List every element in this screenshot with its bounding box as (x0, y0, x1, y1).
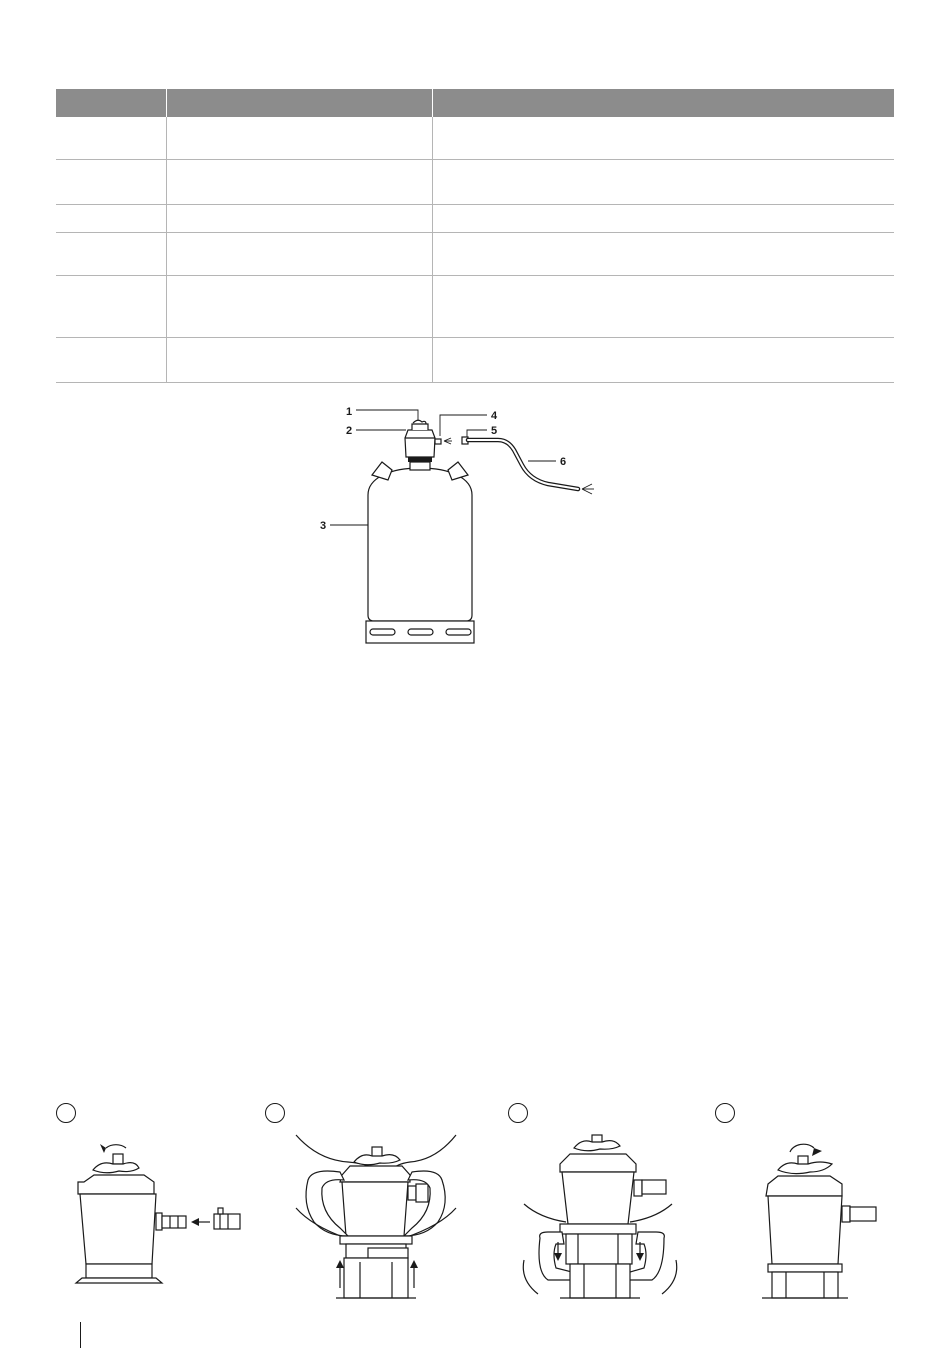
step-illustrations (0, 1120, 950, 1320)
callout-4: 4 (491, 410, 498, 422)
footer-rule (80, 1322, 81, 1348)
step-4-illustration (762, 1144, 876, 1298)
step-1-illustration (76, 1144, 240, 1283)
callout-2: 2 (346, 425, 353, 437)
callout-5: 5 (491, 425, 498, 437)
regulator (405, 420, 441, 462)
step-2-illustration (296, 1135, 456, 1298)
callout-6: 6 (560, 456, 567, 468)
step-3-illustration (523, 1135, 676, 1298)
callout-1: 1 (346, 406, 353, 418)
gas-bottle (366, 462, 474, 643)
callout-3: 3 (320, 520, 327, 532)
